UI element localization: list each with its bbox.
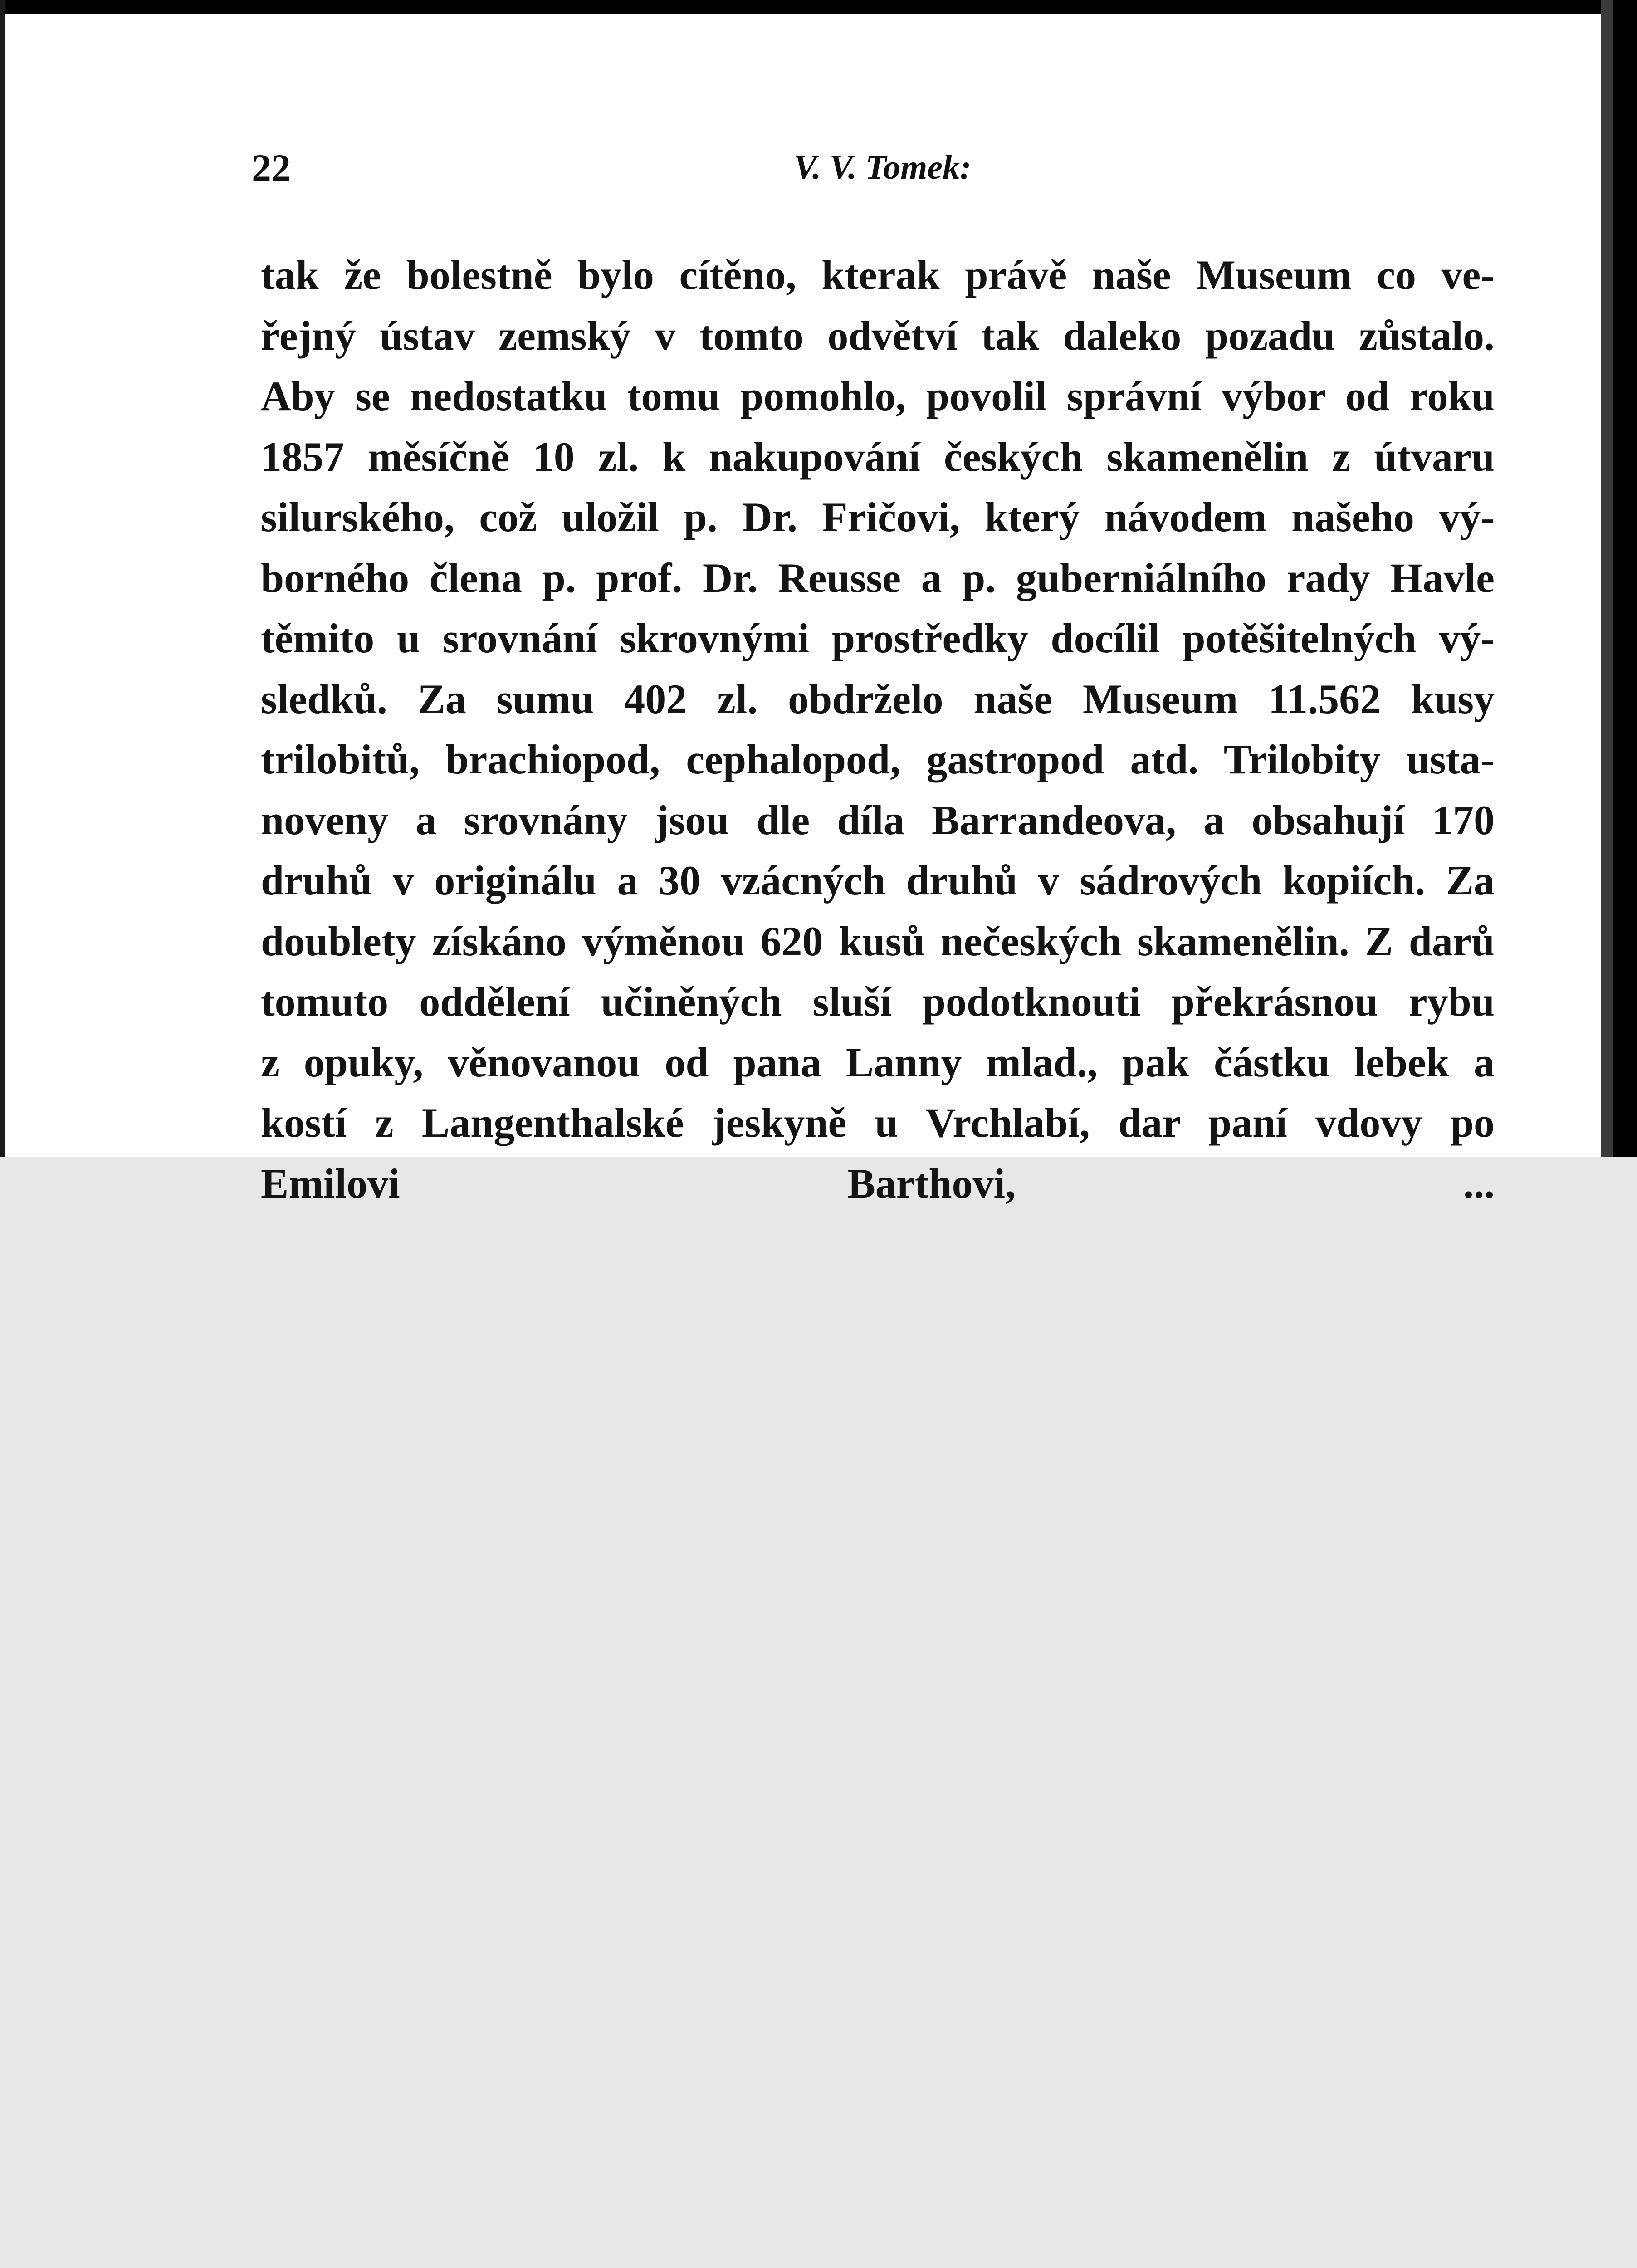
text-line: tak že bolestně bylo cítěno, kterak právě naše Museum co ve- — [261, 252, 1495, 298]
text-line: doublety získáno výměnou 620 kusů nečeských skamenělin. Z darů — [261, 918, 1495, 964]
text-line: noveny a srovnány jsou dle díla Barrandeova, a obsahují 170 — [261, 797, 1495, 843]
text-line: 1857 měsíčně 10 zl. k nakupování českých skamenělin z útvaru — [261, 433, 1495, 480]
text-line: silurského, což uložil p. Dr. Fričovi, který návodem našeho vý- — [261, 494, 1495, 540]
scan-border-left — [0, 0, 5, 1157]
text-line: sledků. Za sumu 402 zl. obdrželo naše Museum 11.562 kusy — [261, 675, 1495, 722]
scan-border-right-inner — [1601, 0, 1613, 1157]
running-head — [252, 145, 1495, 200]
scan-border-top — [0, 0, 1637, 14]
scan-border-right — [1613, 0, 1637, 1157]
text-line: trilobitů, brachiopod, cephalopod, gastropod atd. Trilobity usta- — [261, 736, 1495, 782]
text-line: z opuky, věnovanou od pana Lanny mlad., pak částku lebek a — [261, 1039, 1495, 1085]
page-number: 22 — [252, 146, 291, 190]
text-line: druhů v originálu a 30 vzácných druhů v sádrových kopiích. Za — [261, 857, 1495, 904]
text-line: těmito u srovnání skrovnými prostředky docílil potěšitelných vý- — [261, 615, 1495, 661]
text-line: borného člena p. prof. Dr. Reusse a p. guberniálního rady Havle — [261, 554, 1495, 601]
text-line: řejný ústav zemský v tomto odvětví tak daleko pozadu zůstalo. — [261, 312, 1495, 359]
text-line: tomuto oddělení učiněných sluší podotknouti překrásnou rybu — [261, 978, 1495, 1025]
text-line: kostí z Langenthalské jeskyně u Vrchlabí, dar paní vdovy po — [261, 1100, 1495, 1146]
body-text — [261, 245, 1495, 1207]
text-line: Aby se nedostatku tomu pomohlo, povolil správní výbor od roku — [261, 373, 1495, 419]
cut-off-text-line: Emilovi Barthovi, ... — [261, 1160, 1495, 1207]
header-author: V. V. Tomek: — [794, 148, 972, 186]
